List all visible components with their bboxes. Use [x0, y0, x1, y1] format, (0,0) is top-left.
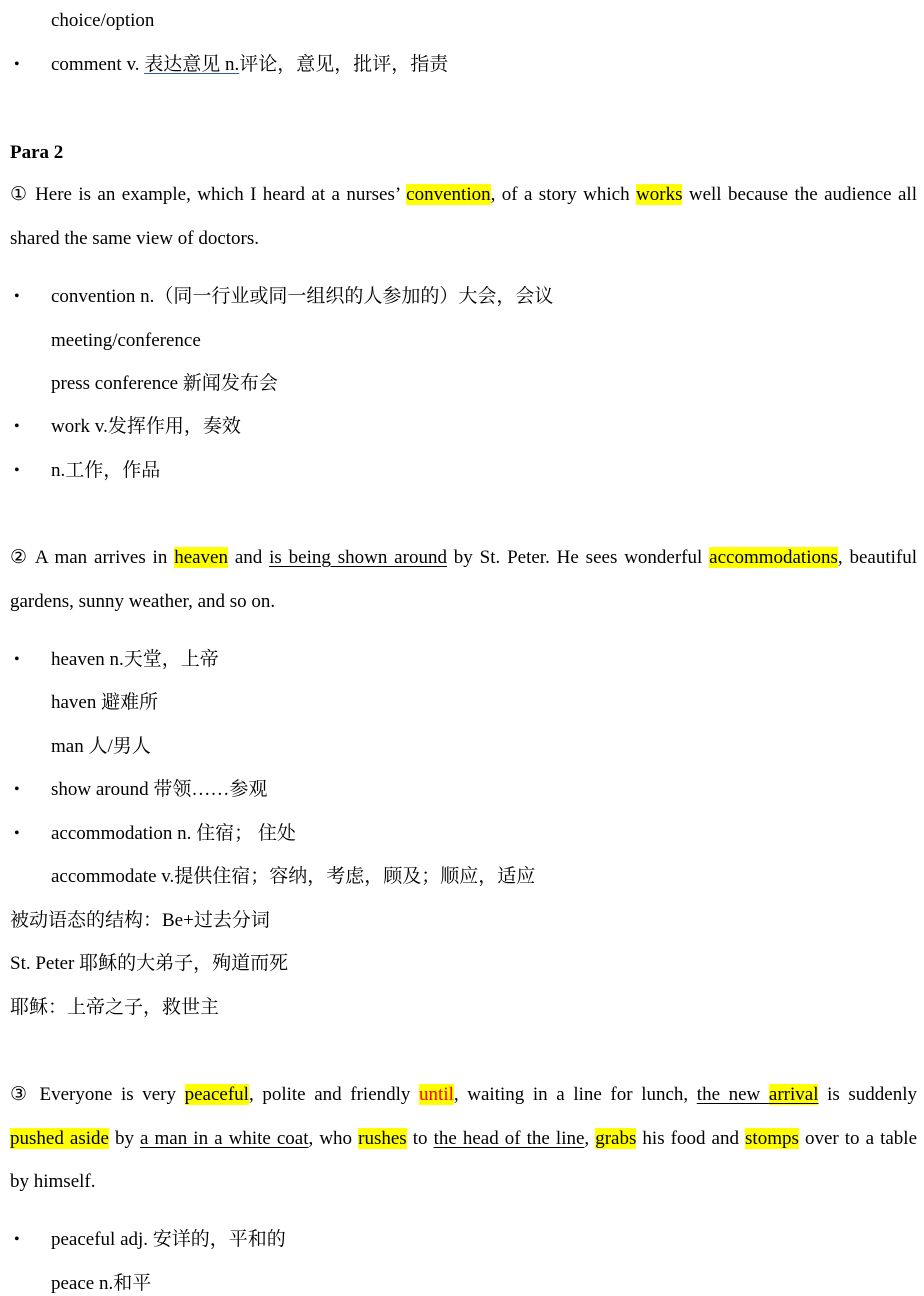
highlighted-word: until	[419, 1084, 454, 1105]
note-line: accommodation n. 住宿； 住处	[51, 823, 296, 844]
note-line: haven 避难所	[51, 692, 159, 713]
note-line: 耶稣：上帝之子，救世主	[10, 997, 220, 1018]
underlined-text: is being shown around	[269, 547, 447, 568]
paragraph-line: gardens, sunny weather, and so on.	[10, 591, 276, 612]
bullet: •	[14, 418, 20, 435]
highlighted-word: convention	[406, 184, 491, 205]
paragraph-line: pushed aside by a man in a white coat, who rushes to the head of the line, grabs his food and stomps over to a table	[10, 1128, 918, 1149]
highlighted-word: heaven	[174, 547, 228, 568]
bullet: •	[14, 651, 20, 668]
note-comment: comment v. 表达意见 n.评论，意见，批评，指责	[51, 54, 449, 75]
note-line: convention n.（同一行业或同一组织的人参加的）大会，会议	[51, 286, 554, 307]
section-heading: Para 2	[10, 142, 64, 163]
note-line: show around 带领……参观	[51, 779, 268, 800]
bullet: •	[14, 1231, 20, 1248]
highlighted-word: stomps	[745, 1128, 799, 1149]
paragraph-line: by himself.	[10, 1171, 96, 1192]
highlighted-word: rushes	[358, 1128, 407, 1149]
highlighted-word: grabs	[595, 1128, 637, 1149]
note-line: 被动语态的结构：Be+过去分词	[10, 910, 270, 931]
note-line: choice/option	[51, 10, 155, 31]
note-line: St. Peter 耶稣的大弟子，殉道而死	[10, 953, 289, 974]
underlined-text: the head of the line	[433, 1128, 585, 1149]
highlighted-word: pushed aside	[10, 1128, 109, 1149]
underlined-text: 表达意见 n.	[144, 54, 240, 75]
note-line: meeting/conference	[51, 330, 201, 351]
note-line: n.工作，作品	[51, 460, 161, 481]
note-line: peaceful adj. 安详的，平和的	[51, 1229, 286, 1250]
bullet: •	[14, 462, 20, 479]
paragraph-line: ③ Everyone is very peaceful, polite and friendly until, waiting in a line for lunch, the new arrival is suddenly	[10, 1084, 918, 1105]
note-line: peace n.和平	[51, 1273, 152, 1294]
highlighted-word: peaceful	[184, 1084, 249, 1105]
note-line: man 人/男人	[51, 736, 151, 757]
bullet: •	[14, 288, 20, 305]
paragraph-line: shared the same view of doctors.	[10, 228, 260, 249]
note-line: heaven n.天堂，上帝	[51, 649, 219, 670]
underlined-text: a man in a white coat	[140, 1128, 309, 1149]
highlighted-word: arrival	[768, 1084, 819, 1105]
bullet: •	[14, 56, 20, 73]
paragraph-line: ② A man arrives in heaven and is being shown around by St. Peter. He sees wonderful accommodations, beautiful	[10, 547, 918, 568]
note-line: work v.发挥作用，奏效	[51, 416, 241, 437]
bullet: •	[14, 825, 20, 842]
highlighted-word: accommodations	[709, 547, 838, 568]
underlined-text: the new arrival	[696, 1084, 819, 1105]
highlighted-word: works	[636, 184, 683, 205]
paragraph-line: ① Here is an example, which I heard at a nurses’ convention, of a story which works well because the audience all	[10, 184, 917, 205]
note-line: press conference 新闻发布会	[51, 373, 278, 394]
note-line: accommodate v.提供住宿；容纳，考虑，顾及；顺应，适应	[51, 866, 536, 887]
bullet: •	[14, 781, 20, 798]
